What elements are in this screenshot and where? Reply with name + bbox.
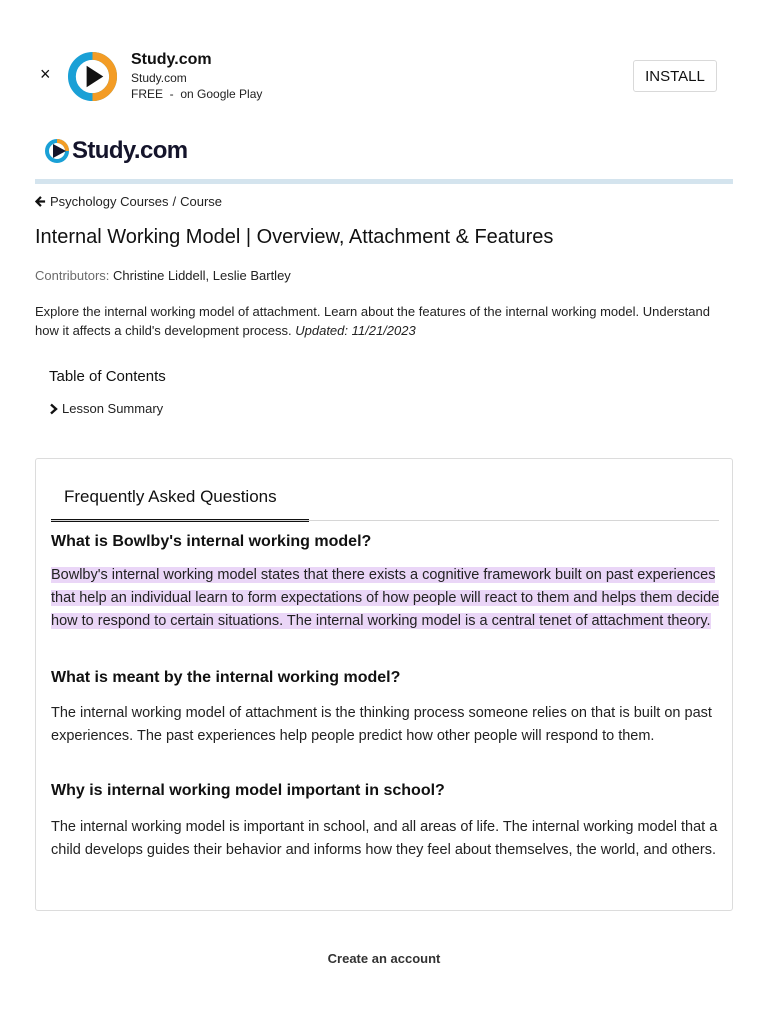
highlighted-answer-text: Bowlby's internal working model states that there exists a cognitive framework built on past experiences that help an individual learn to form expectations of how people will react to them and helps them decide how to respond to certain situations. The internal working model is a central tenet of attachment theory. — [51, 567, 720, 629]
toc-item-lesson-summary[interactable] — [49, 401, 163, 416]
breadcrumb-separator: / — [172, 194, 177, 209]
updated-date: Updated: 11/21/2023 — [295, 323, 416, 338]
faq-answer — [51, 564, 721, 633]
faq-answer: The internal working model is important in school, and all areas of life. The internal working model that a child develops guides their behavior and informs how they feel about themselves, the world, and others. — [51, 819, 718, 858]
site-logo-text: Study.com — [72, 137, 188, 164]
breadcrumb-psychology-courses[interactable]: Psychology Courses — [50, 194, 169, 209]
banner-price: FREE - on Google Play — [131, 87, 263, 101]
faq-question: What is Bowlby's internal working model? — [51, 533, 372, 550]
faq-question: What is meant by the internal working model? — [51, 669, 401, 686]
contributors — [35, 268, 291, 283]
play-circle-icon — [67, 51, 118, 102]
breadcrumb — [35, 194, 222, 209]
faq-tab-divider — [51, 520, 719, 521]
banner-publisher: Study.com — [131, 71, 187, 85]
banner-app-name: Study.com — [131, 51, 212, 68]
toc-item-label: Lesson Summary — [62, 401, 164, 416]
chevron-right-icon — [49, 403, 59, 415]
header-divider — [35, 179, 733, 184]
app-install-banner — [0, 0, 768, 120]
study-play-icon — [45, 139, 69, 163]
banner-app-info — [131, 50, 262, 102]
toc-title: Table of Contents — [49, 368, 166, 385]
page-title: Internal Working Model | Overview, Attachment & Features — [35, 226, 554, 248]
breadcrumb-course[interactable]: Course — [180, 194, 223, 209]
arrow-left-icon[interactable] — [35, 196, 46, 207]
install-button[interactable]: INSTALL — [633, 60, 717, 92]
site-logo[interactable] — [45, 137, 188, 165]
faq-question: Why is internal working model important in school? — [51, 782, 445, 799]
create-account-link[interactable]: Create an account — [327, 951, 441, 966]
tab-faq[interactable]: Frequently Asked Questions — [51, 487, 309, 522]
contributors-names: Christine Liddell, Leslie Bartley — [113, 268, 291, 283]
contributors-label: Contributors: — [35, 268, 110, 283]
faq-panel — [35, 458, 733, 911]
lesson-description — [35, 302, 735, 340]
close-icon[interactable]: × — [40, 64, 51, 84]
description-text: Explore the internal working model of attachment. Learn about the features of the internal working model. Understand how it affects a child's development process. — [35, 304, 710, 338]
faq-answer: The internal working model of attachment is the thinking process someone relies on that is built on past experiences. The past experiences help people predict how other people will respond to them. — [51, 705, 712, 744]
